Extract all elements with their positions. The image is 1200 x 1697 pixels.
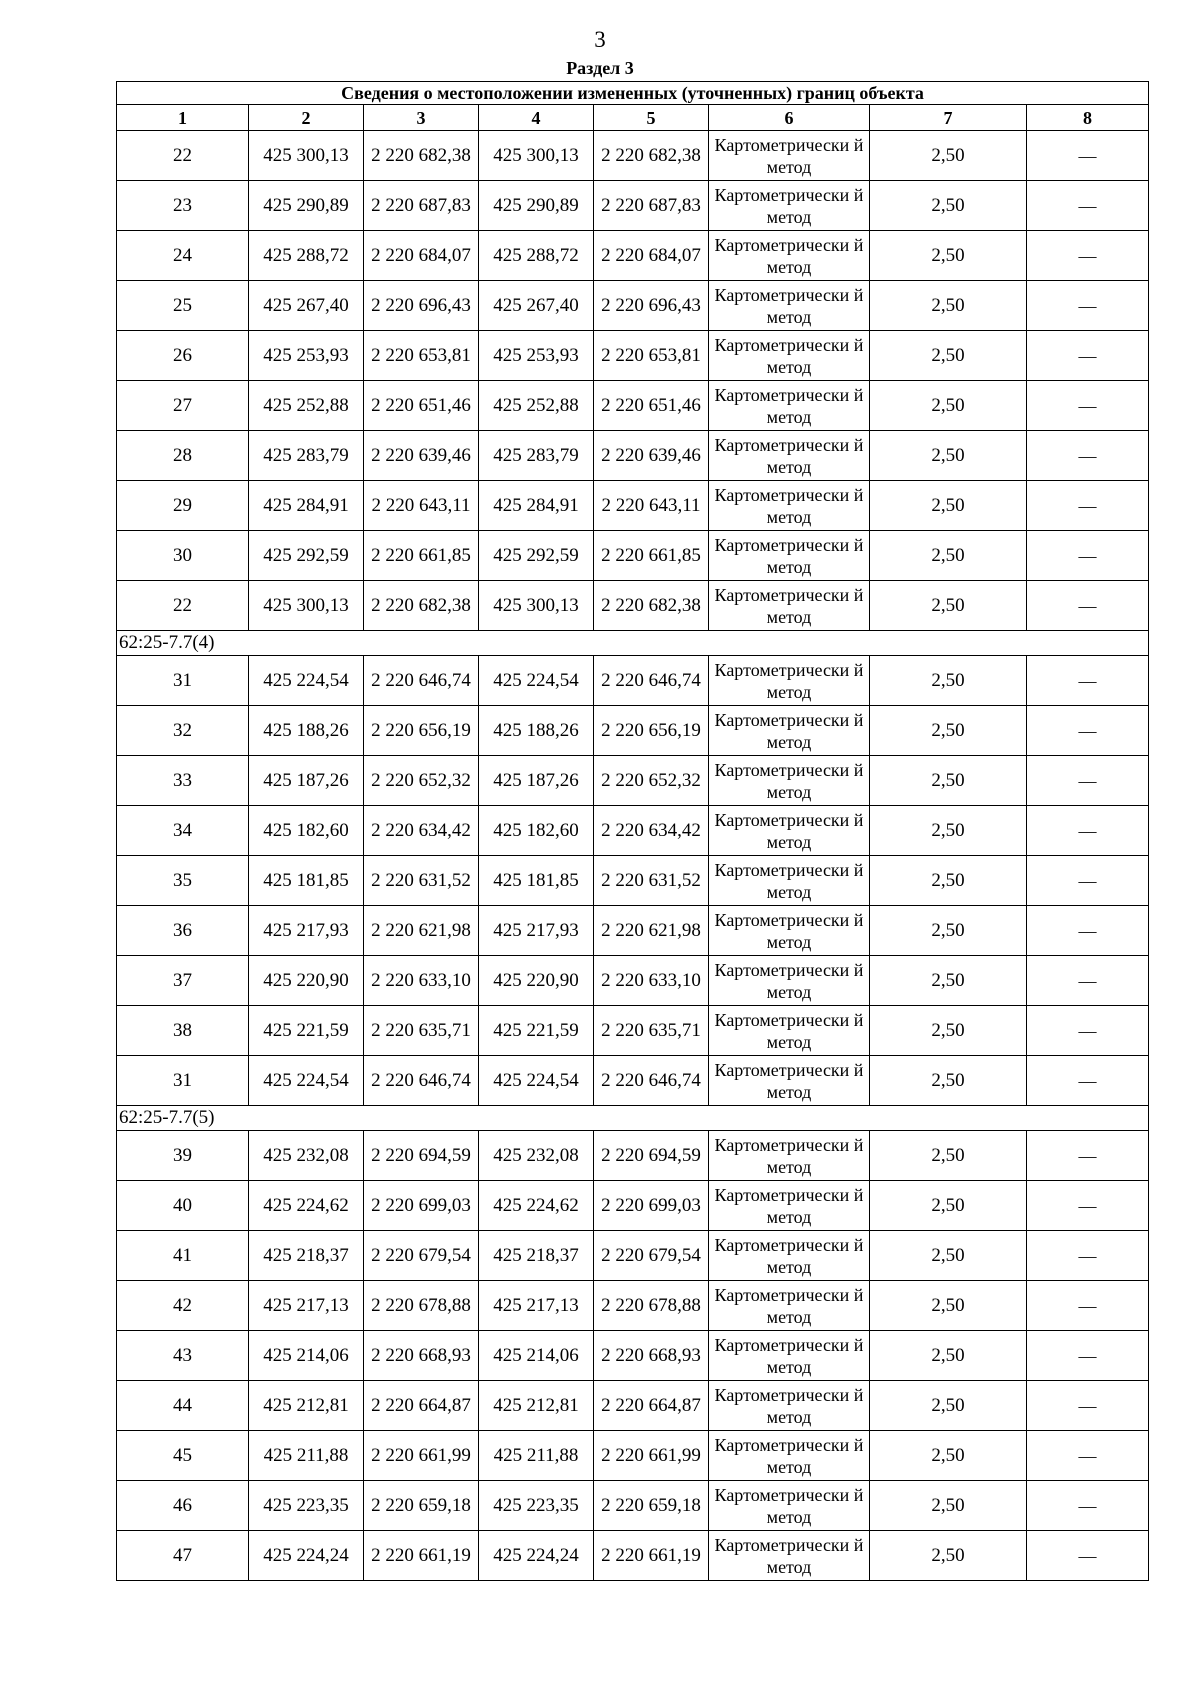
column-header: 5 [594, 105, 709, 131]
x-refined-cell: 425 232,08 [479, 1131, 594, 1181]
accuracy-cell: 2,50 [870, 1181, 1027, 1231]
y-refined-cell: 2 220 631,52 [594, 856, 709, 906]
method-cell: Картометрически й метод [709, 1056, 870, 1106]
point-number-cell: 41 [117, 1231, 249, 1281]
y-existing-cell: 2 220 664,87 [364, 1381, 479, 1431]
y-refined-cell: 2 220 639,46 [594, 431, 709, 481]
table-row [117, 181, 1149, 231]
method-cell: Картометрически й метод [709, 806, 870, 856]
x-refined-cell: 425 221,59 [479, 1006, 594, 1056]
accuracy-cell: 2,50 [870, 1056, 1027, 1106]
method-cell: Картометрически й метод [709, 381, 870, 431]
accuracy-cell: 2,50 [870, 331, 1027, 381]
description-cell: — [1027, 231, 1149, 281]
table-row [117, 281, 1149, 331]
point-number-cell: 35 [117, 856, 249, 906]
point-number-cell: 27 [117, 381, 249, 431]
x-refined-cell: 425 217,13 [479, 1281, 594, 1331]
table-row [117, 1531, 1149, 1581]
column-header: 6 [709, 105, 870, 131]
section-title: Раздел 3 [566, 58, 634, 78]
method-cell: Картометрически й метод [709, 1381, 870, 1431]
y-existing-cell: 2 220 651,46 [364, 381, 479, 431]
y-existing-cell: 2 220 639,46 [364, 431, 479, 481]
table-row [117, 1331, 1149, 1381]
y-refined-cell: 2 220 652,32 [594, 756, 709, 806]
table-row [117, 956, 1149, 1006]
y-refined-cell: 2 220 699,03 [594, 1181, 709, 1231]
description-cell: — [1027, 281, 1149, 331]
point-number-cell: 37 [117, 956, 249, 1006]
y-existing-cell: 2 220 621,98 [364, 906, 479, 956]
table-row [117, 481, 1149, 531]
x-existing-cell: 425 218,37 [249, 1231, 364, 1281]
table-row [117, 1431, 1149, 1481]
y-existing-cell: 2 220 633,10 [364, 956, 479, 1006]
x-existing-cell: 425 288,72 [249, 231, 364, 281]
accuracy-cell: 2,50 [870, 131, 1027, 181]
y-existing-cell: 2 220 634,42 [364, 806, 479, 856]
point-number-cell: 33 [117, 756, 249, 806]
point-number-cell: 47 [117, 1531, 249, 1581]
table-row [117, 1481, 1149, 1531]
accuracy-cell: 2,50 [870, 181, 1027, 231]
accuracy-cell: 2,50 [870, 1531, 1027, 1581]
x-existing-cell: 425 220,90 [249, 956, 364, 1006]
x-existing-cell: 425 253,93 [249, 331, 364, 381]
y-refined-cell: 2 220 661,85 [594, 531, 709, 581]
method-cell: Картометрически й метод [709, 331, 870, 381]
method-cell: Картометрически й метод [709, 1331, 870, 1381]
description-cell: — [1027, 1181, 1149, 1231]
accuracy-cell: 2,50 [870, 1131, 1027, 1181]
table-row [117, 1131, 1149, 1181]
accuracy-cell: 2,50 [870, 531, 1027, 581]
x-existing-cell: 425 290,89 [249, 181, 364, 231]
description-cell: — [1027, 706, 1149, 756]
x-refined-cell: 425 188,26 [479, 706, 594, 756]
y-refined-cell: 2 220 634,42 [594, 806, 709, 856]
description-cell: — [1027, 181, 1149, 231]
method-cell: Картометрически й метод [709, 1281, 870, 1331]
x-refined-cell: 425 300,13 [479, 131, 594, 181]
x-existing-cell: 425 292,59 [249, 531, 364, 581]
x-existing-cell: 425 224,54 [249, 656, 364, 706]
description-cell: — [1027, 1056, 1149, 1106]
x-existing-cell: 425 182,60 [249, 806, 364, 856]
table-row [117, 331, 1149, 381]
x-existing-cell: 425 217,13 [249, 1281, 364, 1331]
table-row [117, 431, 1149, 481]
x-existing-cell: 425 224,54 [249, 1056, 364, 1106]
method-cell: Картометрически й метод [709, 906, 870, 956]
column-header: 4 [479, 105, 594, 131]
y-refined-cell: 2 220 664,87 [594, 1381, 709, 1431]
method-cell: Картометрически й метод [709, 1431, 870, 1481]
x-refined-cell: 425 182,60 [479, 806, 594, 856]
method-cell: Картометрически й метод [709, 756, 870, 806]
x-refined-cell: 425 220,90 [479, 956, 594, 1006]
accuracy-cell: 2,50 [870, 381, 1027, 431]
y-refined-cell: 2 220 682,38 [594, 581, 709, 631]
description-cell: — [1027, 1331, 1149, 1381]
description-cell: — [1027, 331, 1149, 381]
description-cell: — [1027, 1231, 1149, 1281]
y-refined-cell: 2 220 651,46 [594, 381, 709, 431]
accuracy-cell: 2,50 [870, 1006, 1027, 1056]
method-cell: Картометрически й метод [709, 181, 870, 231]
y-refined-cell: 2 220 643,11 [594, 481, 709, 531]
method-cell: Картометрически й метод [709, 581, 870, 631]
accuracy-cell: 2,50 [870, 956, 1027, 1006]
x-refined-cell: 425 253,93 [479, 331, 594, 381]
x-existing-cell: 425 212,81 [249, 1381, 364, 1431]
x-refined-cell: 425 181,85 [479, 856, 594, 906]
column-number-row [117, 105, 1149, 131]
point-number-cell: 22 [117, 581, 249, 631]
accuracy-cell: 2,50 [870, 581, 1027, 631]
accuracy-cell: 2,50 [870, 806, 1027, 856]
x-existing-cell: 425 224,62 [249, 1181, 364, 1231]
y-refined-cell: 2 220 678,88 [594, 1281, 709, 1331]
x-existing-cell: 425 188,26 [249, 706, 364, 756]
y-existing-cell: 2 220 679,54 [364, 1231, 479, 1281]
point-number-cell: 31 [117, 656, 249, 706]
x-refined-cell: 425 218,37 [479, 1231, 594, 1281]
y-existing-cell: 2 220 653,81 [364, 331, 479, 381]
table-caption: Сведения о местоположении измененных (уточненных) границ объекта [117, 82, 1149, 105]
point-number-cell: 28 [117, 431, 249, 481]
description-cell: — [1027, 481, 1149, 531]
x-existing-cell: 425 214,06 [249, 1331, 364, 1381]
description-cell: — [1027, 381, 1149, 431]
y-refined-cell: 2 220 661,19 [594, 1531, 709, 1581]
y-existing-cell: 2 220 699,03 [364, 1181, 479, 1231]
y-existing-cell: 2 220 646,74 [364, 1056, 479, 1106]
accuracy-cell: 2,50 [870, 706, 1027, 756]
y-refined-cell: 2 220 661,99 [594, 1431, 709, 1481]
point-number-cell: 43 [117, 1331, 249, 1381]
point-number-cell: 29 [117, 481, 249, 531]
x-refined-cell: 425 212,81 [479, 1381, 594, 1431]
x-existing-cell: 425 300,13 [249, 131, 364, 181]
point-number-cell: 46 [117, 1481, 249, 1531]
x-existing-cell: 425 223,35 [249, 1481, 364, 1531]
description-cell: — [1027, 806, 1149, 856]
y-existing-cell: 2 220 652,32 [364, 756, 479, 806]
x-refined-cell: 425 224,54 [479, 1056, 594, 1106]
y-existing-cell: 2 220 635,71 [364, 1006, 479, 1056]
x-refined-cell: 425 217,93 [479, 906, 594, 956]
accuracy-cell: 2,50 [870, 1431, 1027, 1481]
x-refined-cell: 425 211,88 [479, 1431, 594, 1481]
point-number-cell: 40 [117, 1181, 249, 1231]
accuracy-cell: 2,50 [870, 1381, 1027, 1431]
point-number-cell: 31 [117, 1056, 249, 1106]
y-existing-cell: 2 220 668,93 [364, 1331, 479, 1381]
table-row [117, 131, 1149, 181]
y-refined-cell: 2 220 696,43 [594, 281, 709, 331]
contour-label: 62:25-7.7(5) [117, 1106, 1149, 1131]
accuracy-cell: 2,50 [870, 231, 1027, 281]
description-cell: — [1027, 656, 1149, 706]
y-refined-cell: 2 220 635,71 [594, 1006, 709, 1056]
y-existing-cell: 2 220 661,19 [364, 1531, 479, 1581]
point-number-cell: 25 [117, 281, 249, 331]
description-cell: — [1027, 1006, 1149, 1056]
x-existing-cell: 425 181,85 [249, 856, 364, 906]
y-refined-cell: 2 220 653,81 [594, 331, 709, 381]
x-refined-cell: 425 252,88 [479, 381, 594, 431]
point-number-cell: 44 [117, 1381, 249, 1431]
table-row [117, 706, 1149, 756]
y-refined-cell: 2 220 668,93 [594, 1331, 709, 1381]
accuracy-cell: 2,50 [870, 1331, 1027, 1381]
method-cell: Картометрически й метод [709, 956, 870, 1006]
point-number-cell: 30 [117, 531, 249, 581]
method-cell: Картометрически й метод [709, 481, 870, 531]
table-row [117, 756, 1149, 806]
y-existing-cell: 2 220 659,18 [364, 1481, 479, 1531]
accuracy-cell: 2,50 [870, 481, 1027, 531]
point-number-cell: 39 [117, 1131, 249, 1181]
y-existing-cell: 2 220 646,74 [364, 656, 479, 706]
point-number-cell: 23 [117, 181, 249, 231]
method-cell: Картометрически й метод [709, 1231, 870, 1281]
accuracy-cell: 2,50 [870, 1231, 1027, 1281]
table-row [117, 531, 1149, 581]
description-cell: — [1027, 531, 1149, 581]
y-refined-cell: 2 220 656,19 [594, 706, 709, 756]
description-cell: — [1027, 1481, 1149, 1531]
accuracy-cell: 2,50 [870, 1281, 1027, 1331]
column-header: 8 [1027, 105, 1149, 131]
point-number-cell: 34 [117, 806, 249, 856]
y-refined-cell: 2 220 621,98 [594, 906, 709, 956]
table-caption-row [117, 82, 1149, 105]
y-existing-cell: 2 220 687,83 [364, 181, 479, 231]
description-cell: — [1027, 1281, 1149, 1331]
x-existing-cell: 425 267,40 [249, 281, 364, 331]
y-refined-cell: 2 220 659,18 [594, 1481, 709, 1531]
description-cell: — [1027, 1531, 1149, 1581]
method-cell: Картометрически й метод [709, 1131, 870, 1181]
table-row [117, 806, 1149, 856]
accuracy-cell: 2,50 [870, 1481, 1027, 1531]
description-cell: — [1027, 131, 1149, 181]
description-cell: — [1027, 1381, 1149, 1431]
x-refined-cell: 425 224,24 [479, 1531, 594, 1581]
column-header: 3 [364, 105, 479, 131]
x-refined-cell: 425 214,06 [479, 1331, 594, 1381]
y-refined-cell: 2 220 646,74 [594, 656, 709, 706]
table-row [117, 381, 1149, 431]
method-cell: Картометрически й метод [709, 1531, 870, 1581]
table-row [117, 656, 1149, 706]
x-refined-cell: 425 284,91 [479, 481, 594, 531]
method-cell: Картометрически й метод [709, 281, 870, 331]
method-cell: Картометрически й метод [709, 1481, 870, 1531]
y-refined-cell: 2 220 646,74 [594, 1056, 709, 1106]
y-refined-cell: 2 220 633,10 [594, 956, 709, 1006]
x-refined-cell: 425 283,79 [479, 431, 594, 481]
y-existing-cell: 2 220 696,43 [364, 281, 479, 331]
x-existing-cell: 425 232,08 [249, 1131, 364, 1181]
method-cell: Картометрически й метод [709, 431, 870, 481]
method-cell: Картометрически й метод [709, 1006, 870, 1056]
contour-group-row [117, 631, 1149, 656]
table-row [117, 1181, 1149, 1231]
method-cell: Картометрически й метод [709, 1181, 870, 1231]
y-existing-cell: 2 220 661,85 [364, 531, 479, 581]
x-refined-cell: 425 300,13 [479, 581, 594, 631]
x-existing-cell: 425 224,24 [249, 1531, 364, 1581]
description-cell: — [1027, 1131, 1149, 1181]
description-cell: — [1027, 581, 1149, 631]
y-existing-cell: 2 220 661,99 [364, 1431, 479, 1481]
y-existing-cell: 2 220 682,38 [364, 131, 479, 181]
point-number-cell: 42 [117, 1281, 249, 1331]
boundary-coordinates-table [116, 81, 1149, 1581]
table-row [117, 1231, 1149, 1281]
x-existing-cell: 425 187,26 [249, 756, 364, 806]
accuracy-cell: 2,50 [870, 906, 1027, 956]
point-number-cell: 32 [117, 706, 249, 756]
x-refined-cell: 425 224,54 [479, 656, 594, 706]
y-existing-cell: 2 220 656,19 [364, 706, 479, 756]
table-row [117, 581, 1149, 631]
y-refined-cell: 2 220 684,07 [594, 231, 709, 281]
table-row [117, 1281, 1149, 1331]
x-refined-cell: 425 288,72 [479, 231, 594, 281]
description-cell: — [1027, 856, 1149, 906]
description-cell: — [1027, 431, 1149, 481]
x-refined-cell: 425 223,35 [479, 1481, 594, 1531]
contour-label: 62:25-7.7(4) [117, 631, 1149, 656]
method-cell: Картометрически й метод [709, 531, 870, 581]
table-row [117, 1056, 1149, 1106]
accuracy-cell: 2,50 [870, 656, 1027, 706]
description-cell: — [1027, 1431, 1149, 1481]
method-cell: Картометрически й метод [709, 131, 870, 181]
description-cell: — [1027, 756, 1149, 806]
y-existing-cell: 2 220 643,11 [364, 481, 479, 531]
page-number: 3 [594, 27, 606, 52]
table-body [117, 82, 1149, 1581]
x-existing-cell: 425 252,88 [249, 381, 364, 431]
x-refined-cell: 425 290,89 [479, 181, 594, 231]
table-row [117, 856, 1149, 906]
x-existing-cell: 425 284,91 [249, 481, 364, 531]
description-cell: — [1027, 906, 1149, 956]
column-header: 2 [249, 105, 364, 131]
accuracy-cell: 2,50 [870, 856, 1027, 906]
table-row [117, 1381, 1149, 1431]
point-number-cell: 26 [117, 331, 249, 381]
contour-group-row [117, 1106, 1149, 1131]
x-refined-cell: 425 267,40 [479, 281, 594, 331]
accuracy-cell: 2,50 [870, 756, 1027, 806]
x-existing-cell: 425 217,93 [249, 906, 364, 956]
table-row [117, 1006, 1149, 1056]
accuracy-cell: 2,50 [870, 281, 1027, 331]
point-number-cell: 38 [117, 1006, 249, 1056]
y-refined-cell: 2 220 682,38 [594, 131, 709, 181]
x-refined-cell: 425 224,62 [479, 1181, 594, 1231]
x-existing-cell: 425 283,79 [249, 431, 364, 481]
column-header: 7 [870, 105, 1027, 131]
point-number-cell: 45 [117, 1431, 249, 1481]
y-existing-cell: 2 220 694,59 [364, 1131, 479, 1181]
y-refined-cell: 2 220 694,59 [594, 1131, 709, 1181]
x-refined-cell: 425 187,26 [479, 756, 594, 806]
x-refined-cell: 425 292,59 [479, 531, 594, 581]
point-number-cell: 36 [117, 906, 249, 956]
method-cell: Картометрически й метод [709, 856, 870, 906]
table-row [117, 231, 1149, 281]
x-existing-cell: 425 300,13 [249, 581, 364, 631]
column-header: 1 [117, 105, 249, 131]
point-number-cell: 22 [117, 131, 249, 181]
y-existing-cell: 2 220 684,07 [364, 231, 479, 281]
y-refined-cell: 2 220 679,54 [594, 1231, 709, 1281]
method-cell: Картометрически й метод [709, 656, 870, 706]
y-refined-cell: 2 220 687,83 [594, 181, 709, 231]
y-existing-cell: 2 220 631,52 [364, 856, 479, 906]
y-existing-cell: 2 220 682,38 [364, 581, 479, 631]
table-row [117, 906, 1149, 956]
method-cell: Картометрически й метод [709, 706, 870, 756]
y-existing-cell: 2 220 678,88 [364, 1281, 479, 1331]
x-existing-cell: 425 211,88 [249, 1431, 364, 1481]
method-cell: Картометрически й метод [709, 231, 870, 281]
x-existing-cell: 425 221,59 [249, 1006, 364, 1056]
point-number-cell: 24 [117, 231, 249, 281]
description-cell: — [1027, 956, 1149, 1006]
accuracy-cell: 2,50 [870, 431, 1027, 481]
